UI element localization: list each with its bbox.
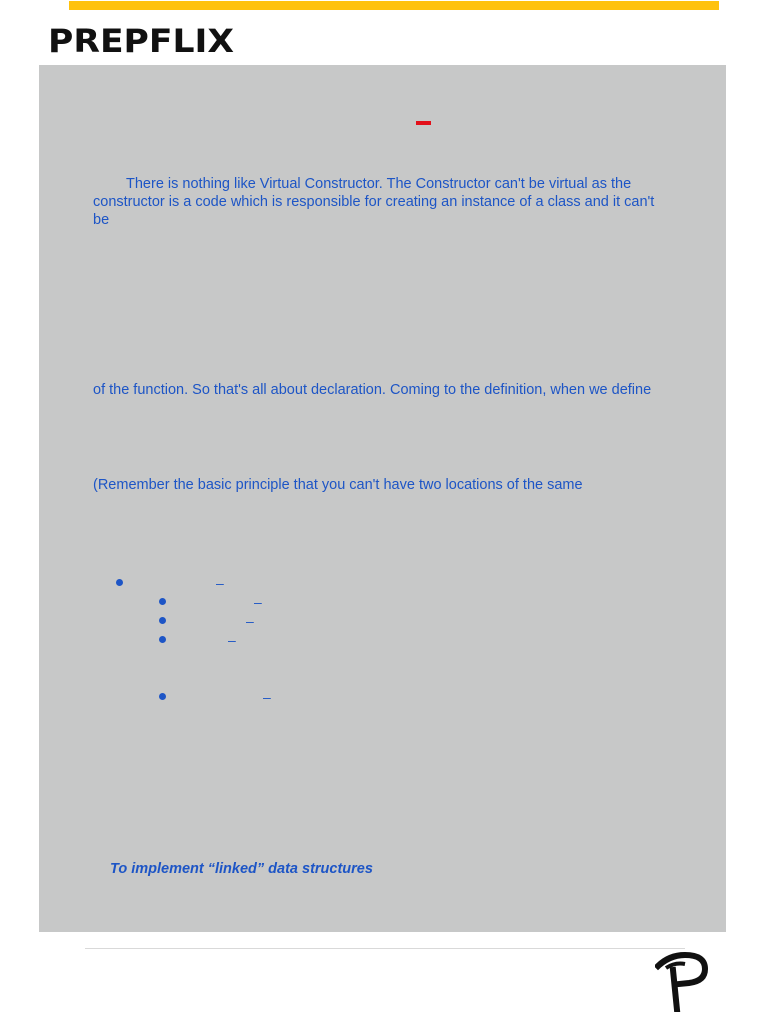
sublist-bullet	[159, 693, 166, 700]
sublist-dash: –	[254, 594, 262, 610]
list-dash: –	[216, 575, 224, 591]
top-accent-bar	[69, 1, 719, 10]
heading-marker	[416, 121, 431, 125]
list-bullet	[116, 579, 123, 586]
prepflix-logo	[48, 24, 238, 58]
paragraph-declaration: of the function. So that's all about declaration. Coming to the definition, when we define	[93, 382, 652, 398]
sublist-dash: –	[263, 689, 271, 705]
footer-divider	[85, 948, 685, 949]
svg-text:PREPFLIX: PREPFLIX	[48, 24, 235, 58]
emphasis-text: To implement “linked” data structures	[110, 861, 373, 877]
sublist-bullet	[159, 636, 166, 643]
sublist-bullet	[159, 598, 166, 605]
sublist-dash: –	[228, 632, 236, 648]
sublist-dash: –	[246, 613, 254, 629]
sublist-bullet	[159, 617, 166, 624]
paragraph-virtual-constructor: There is nothing like Virtual Constructor. The Constructor can't be virtual as the constructor is a code which is responsible for creating an instance of a class and it can't be	[93, 176, 655, 228]
prepflix-p-mark-icon	[655, 950, 709, 1012]
paragraph-principle: (Remember the basic principle that you can't have two locations of the same	[93, 477, 583, 493]
